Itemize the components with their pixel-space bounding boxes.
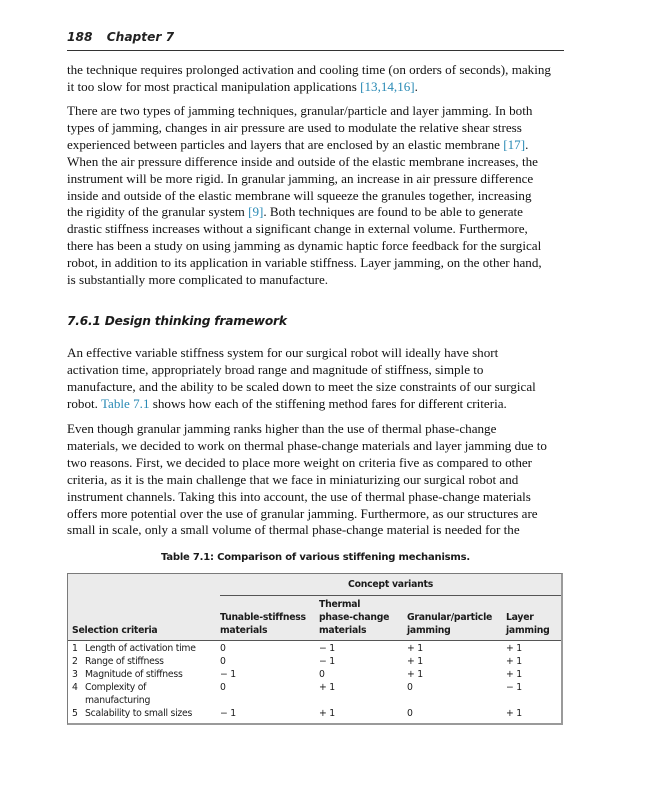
header-line: Layer [506,612,534,623]
criterion-cell: Length of activation time [85,643,196,654]
text-line [67,396,564,413]
chapter-label: Chapter 7 [106,30,175,44]
value-cell: + 1 [407,656,423,667]
value-cell: + 1 [319,708,335,719]
text-line: activation time, appropriately broad range and magnitude of stiffness, simple to [67,361,484,377]
value-cell: − 1 [220,669,236,680]
column-header-criteria: Selection criteria [72,625,158,636]
header-line: phase-change [319,612,390,623]
table-row [68,642,561,655]
paragraph-4 [67,421,564,539]
value-cell: 0 [407,708,413,719]
text-line: Even though granular jamming ranks higher than the use of thermal phase-change [67,421,497,436]
text-line [67,137,564,154]
header-line: materials [319,625,367,636]
paragraph-1 [67,62,564,96]
text-span: the rigidity of the granular system [67,204,249,220]
text-line: small in scale, only a small volume of thermal phase-change material is needed for the [67,522,520,538]
value-cell: + 1 [407,643,423,654]
text-span: robot. [67,395,101,411]
table-reference-link[interactable]: Table 7.1 [100,395,150,411]
value-cell: − 1 [319,656,335,667]
group-header: Concept variants [348,579,433,590]
value-cell: 0 [407,682,413,693]
row-number: 5 [72,708,78,719]
header-line: Tunable-stiffness [220,612,306,623]
table-row [68,681,561,707]
value-cell: + 1 [506,656,522,667]
text-line: types of jamming, changes in air pressure are used to modulate the relative shear stress [67,119,522,135]
criterion-cell: Complexity of [85,682,147,693]
comparison-table [67,573,563,725]
value-cell: + 1 [506,643,522,654]
header-line: jamming [407,625,451,636]
text-line [67,79,564,96]
criterion-cell: Magnitude of stiffness [85,669,183,680]
header-line: Granular/particle [407,612,493,623]
column-header-layer [506,611,550,637]
citation-link[interactable]: [17] [503,136,526,152]
text-span: shows how each of the stiffening method fares for different criteria. [149,395,507,411]
text-line: When the air pressure difference inside and outside of the elastic membrane increases, the [67,153,538,169]
text-line: offers more potential over the use of granular jamming. Furthermore, as our structures are [67,505,538,521]
table-header [68,574,561,641]
section-heading: 7.6.1 Design thinking framework [67,314,287,328]
row-number: 2 [72,656,78,667]
text-line: criteria, as it is the main challenge that we face in miniaturizing our surgical robot and [67,471,519,487]
criterion-cell: Range of stiffness [85,656,164,667]
citation-link[interactable]: [9] [248,204,264,220]
text-span: . Both techniques are found to be able to generate [263,204,523,220]
header-line: jamming [506,625,550,636]
paragraph-2 [67,103,564,289]
running-header [67,30,564,51]
criterion-cell: Scalability to small sizes [85,708,193,719]
page-number: 188 [67,30,93,44]
text-span: . [414,78,418,94]
column-header-thermal [319,598,389,637]
citation-link[interactable]: [13,14,16] [360,78,415,94]
text-line: there has been a study on using jamming as dynamic haptic force feedback for the surgical [67,238,542,254]
table-row [68,707,561,720]
value-cell: + 1 [407,669,423,680]
text-line [67,204,564,221]
value-cell: + 1 [319,682,335,693]
text-line: the technique requires prolonged activation and cooling time (on orders of seconds), making [67,62,551,77]
text-span: . [525,136,529,152]
row-number: 1 [72,643,78,654]
text-line: two reasons. First, we decided to place more weight on criteria five as compared to other [67,454,533,470]
text-line: instrument channels. Taking this into account, the use of thermal phase-change materials [67,488,531,504]
criterion-cell-continued: manufacturing [85,695,151,706]
value-cell: 0 [220,682,226,693]
value-cell: + 1 [506,708,522,719]
table-caption: Table 7.1: Comparison of various stiffening mechanisms. [160,552,470,563]
text-line: An effective variable stiffness system for our surgical robot will ideally have short [67,345,499,360]
text-span: experienced between particles and layers that are enclosed by an elastic membrane [67,136,504,152]
row-number: 4 [72,682,78,693]
column-header-tunable [220,611,306,637]
paragraph-3 [67,345,564,413]
value-cell: − 1 [220,708,236,719]
group-header-rule [220,595,561,596]
text-line: There are two types of jamming techniques, granular/particle and layer jamming. In both [67,103,533,118]
table-row [68,668,561,681]
value-cell: − 1 [319,643,335,654]
column-header-granular [407,611,492,637]
text-line: instrument will be more rigid. In granular jamming, an increase in air pressure difference [67,170,534,186]
table-row [68,655,561,668]
value-cell: 0 [220,656,226,667]
header-line: materials [220,625,268,636]
text-line: materials, we decided to work on thermal phase-change materials and layer jamming due to [67,437,547,453]
value-cell: 0 [220,643,226,654]
value-cell: − 1 [506,682,522,693]
text-span: it too slow for most practical manipulation applications [67,78,361,94]
text-line: manufacture, and the ability to be scaled down to meet the size constraints of our surgical [67,378,536,394]
row-number: 3 [72,669,78,680]
text-line: inside and outside of the elastic membrane will squeeze the granules together, increasing [67,187,532,203]
header-line: Thermal [319,599,361,610]
text-line: is substantially more complicated to manufacture. [67,272,329,288]
text-line: robot, in addition to its application in variable stiffness. Layer jamming, on the other hand, [67,255,542,271]
text-line: drastic stiffness increases without a significant change in external volume. Furthermore, [67,221,528,237]
value-cell: 0 [319,669,325,680]
value-cell: + 1 [506,669,522,680]
